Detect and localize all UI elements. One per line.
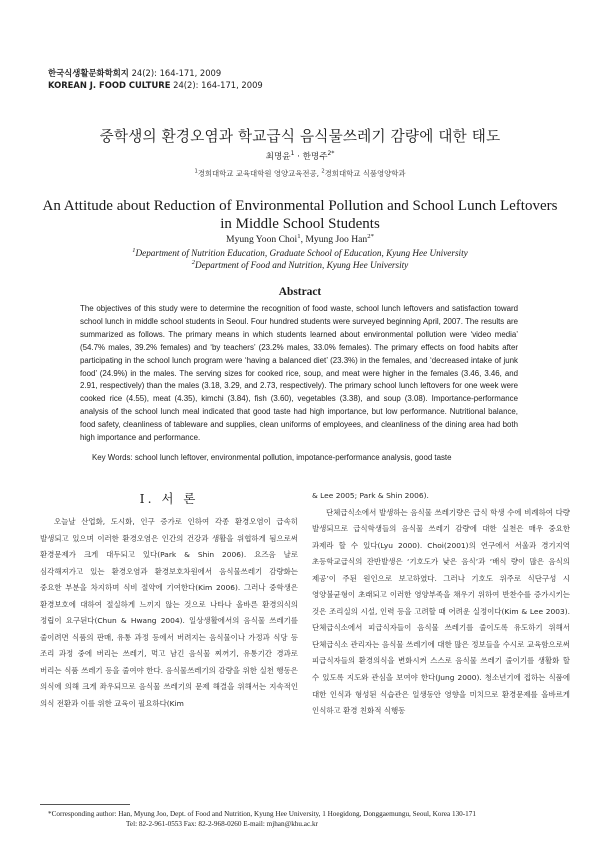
footnote [48,809,558,829]
english-author-1-sup: 1 [297,232,301,240]
korean-affil-2-sup: 2 [321,168,325,175]
korean-author-1: 최명윤 [265,152,291,162]
left-column [40,514,298,713]
keywords-label: Key Words: [92,453,133,462]
right-column [312,488,570,720]
english-affil-1-line [0,247,600,259]
korean-authors [0,150,600,162]
english-author-1: Myung Yoon Choi [226,234,298,245]
english-author-2-sup: 2* [367,232,374,240]
english-title: An Attitude about Reduction of Environmental Pollution and School Lunch Leftovers in Middle School Students [42,198,558,232]
korean-affiliations [0,168,600,179]
journal-issue-korean: 24(2): 164-171, 2009 [131,68,222,78]
english-affiliations [0,247,600,271]
intro-paragraph-2: 단체급식소에서 발생하는 음식물 쓰레기량은 급식 학생 수에 비례하여 다량 발생되므로 급식학생들의 음식물 쓰레기 감량에 대한 실천은 매우 중요한 과제라 할 수 있다(Lyu 2000). Choi(2001)의 연구에서 서울과 경기지역 초등학교급식의 잔반발생은 ‘기호도가 낮은 음식’과 ‘배식 량이 많은 음식의 제공’이 주된 원인으로 보고하였다. 그러나 기호도 위주로 식단구성 시 영양불균형이 초래되고 이러한 영양부족을 채우기 위하여 반찬수를 증가시키는 것은 조리실의 시설, 인력 등을 고려할 때 어려운 실정이다(Kim & Lee 2003). 단체급식소에서 피급식자들이 음식물 쓰레기를 줄이도록 유도하기 위해서 단체급식소 관리자는 음식물 쓰레기에 대한 많은 정보들을 수시로 교육함으로써 피급식자들의 환경의식을 변화시켜 스스로 음식물 쓰레기 줄이기를 생활화 할 수 있도록 지도와 관심을 보여야 한다(Jung 2000). 청소년기에 접하는 식품에 대한 인식과 형성된 식습관은 일생동안 영향을 미치므로 환경문제를 올바르게 인식하고 환경 친화적 식행동 [312,507,570,716]
journal-name-english: KOREAN J. FOOD CULTURE [48,80,171,90]
korean-author-2-sup: 2* [327,150,335,158]
abstract-body: The objectives of this study were to determine the recognition of food waste, school lunch leftovers and satisfaction toward school lunch in middle school students in Seoul. Four hundred students were surveyed beginning April, 2007. The results are summarized as follows. The primary means in which students learned about environmental pollution were ‘video media’ (54.7% males, 39.2% females) and ‘by teachers’ (23.2% males, 33.0% females). The primary effects on food habits after participating in the school lunch program were ‘having a balanced diet’ (23.3%) in the females, and ‘decreased intake of junk food’ (24.9%) in the males. The serving sizes for cooked rice, soup, and meat were higher in the females (3.46, 3.46, and 2.91, respectively) than the males (3.18, 3.29, and 2.73, respectively). The primary school lunch leftovers for one week were cooked rice (4.55), meat (4.35), kimchi (3.84), fish (3.60), vegetables (3.38), and soup (3.08). Importance-performance analysis of the school lunch meal indicated that good taste had high importance, but low performance. Nutritional balance, food safety, cleanliness of tableware and supplies, clean uniforms of employees, and cleanliness of the dining area had both high importance and performance. [80,304,518,443]
footnote-contact: Tel: 82-2-961-0553 Fax: 82-2-968-0260 E-mail: mjhan@khu.ac.kr [126,820,318,828]
intro-paragraph-1-continued: & Lee 2005; Park & Shin 2006). [312,491,429,500]
korean-title: 중학생의 환경오염과 학교급식 음식물쓰레기 감량에 대한 태도 [99,128,501,145]
korean-affil-1-sup: 1 [194,168,198,175]
english-affil-1: Department of Nutrition Education, Graduate School of Education, Kyung Hee University [135,248,468,258]
journal-issue-english: 24(2): 164-171, 2009 [173,80,263,90]
korean-affil-1: 경희대학교 교육대학원 영양교육전공, [197,169,320,178]
korean-affil-2: 경희대학교 식품영양학과 [324,169,406,178]
korean-author-1-sup: 1 [290,150,295,158]
journal-header [48,67,263,91]
journal-name-korean: 한국식생활문화학회지 [48,68,129,78]
journal-line-korean [48,67,263,79]
korean-author-2: 한명주 [302,152,328,162]
abstract-heading: Abstract [278,286,322,298]
english-affil-2-sup: 2 [191,258,195,266]
english-authors [0,234,600,245]
english-author-separator: , [300,234,306,245]
intro-paragraph-1: 오늘날 산업화, 도시화, 인구 증가로 인하여 각종 환경오염이 급속히 발생되고 있으며 이러한 환경오염은 인간의 건강과 생활을 위협하게 됨으로써 환경문제가 크게 대두되고 있다(Park & Shin 2006). 요즈음 날로 심각해져가고 있는 환경오염과 환경보호차원에서 음식물쓰레기 감량화는 중요한 부분을 차지하며 식비 절약에 기여한다(Kim 2006). 그러나 중학생은 환경보호에 대하여 절실하게 느끼지 않는 것으로 나타나 올바른 환경의식의 정립이 요구된다(Chun & Hwang 2004). 일상생활에서의 음식물 쓰레기를 줄이려면 식품의 판매, 유통 과정 등에서 버려지는 음식물이나 가정과 식당 등 조리 과정 중에 버리는 쓰레기, 먹고 남긴 음식물 찌꺼기, 유통기간 경과로 버리는 식품 쓰레기 등을 줄여야 한다. 음식물쓰레기의 감량을 위한 실천 행동은 의식에 의해 크게 좌우되므로 음식물 쓰레기의 문제 해결을 위해서는 지속적인 의식 전환과 이를 위한 교육이 필요하다(Kim [40,517,298,709]
journal-line-english [48,79,263,91]
korean-author-separator: · [297,152,300,162]
english-affil-2: Department of Food and Nutrition, Kyung Hee University [194,260,409,270]
english-affil-1-sup: 1 [132,246,136,254]
footnote-corresponding-author: *Corresponding author: Han, Myung Joo, Dept. of Food and Nutrition, Kyung Hee University, 1 Hoegidong, Donggaemungu, Seoul, Korea 130-171 [48,810,476,818]
keywords-list: school lunch leftover, environmental pollution, impotance-performance analysis, good taste [132,453,452,462]
keywords-line [92,453,522,462]
english-author-2: Myung Joo Han [305,234,368,245]
footnote-rule [40,804,130,805]
english-affil-2-line [0,259,600,271]
section-heading-introduction: I. 서 론 [139,491,199,506]
